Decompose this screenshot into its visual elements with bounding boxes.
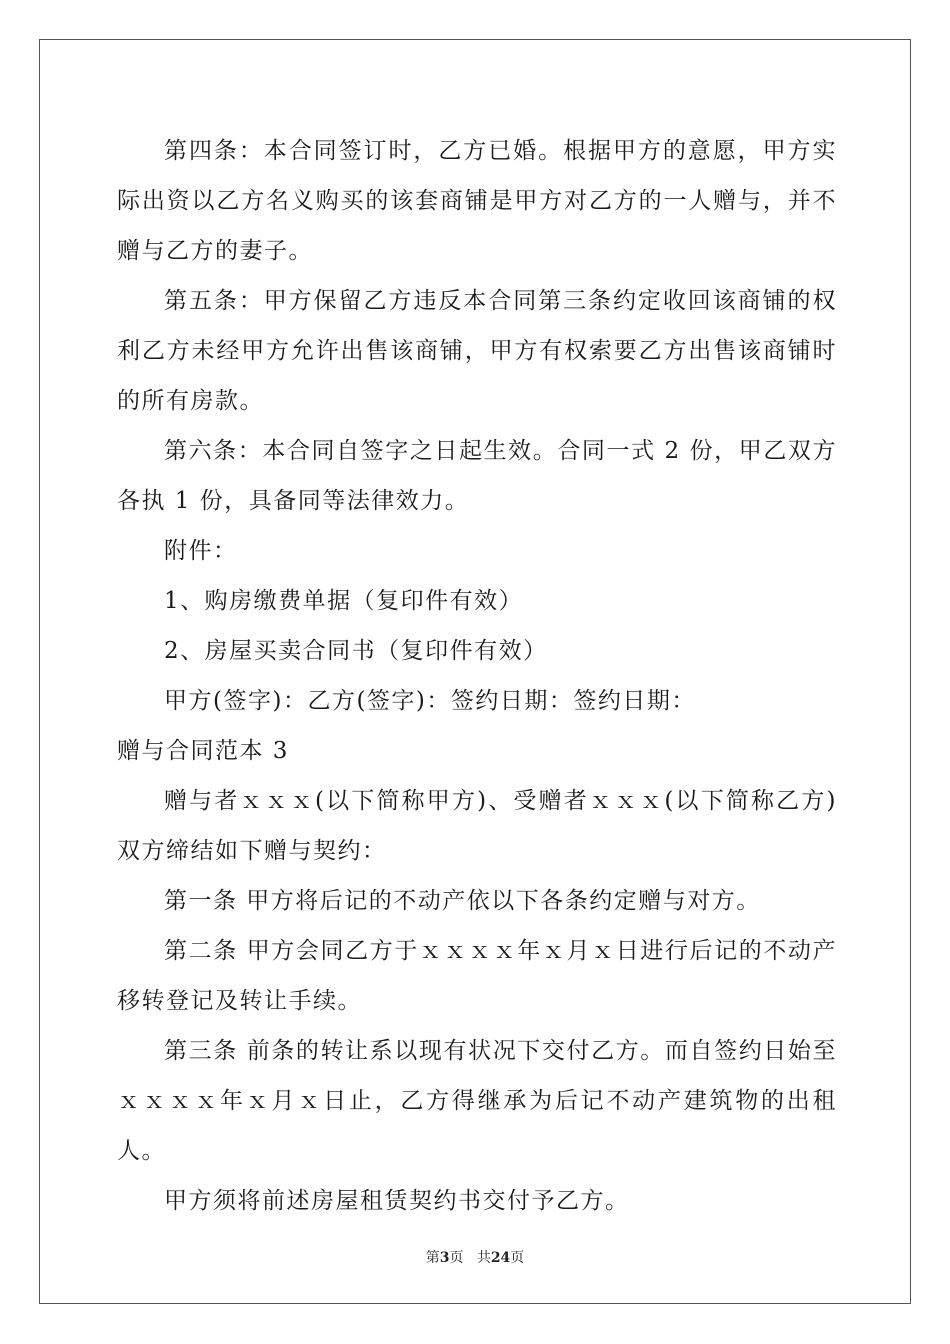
article-3-paragraph: 第三条 前条的转让系以现有状况下交付乙方。而自签约日始至ｘｘｘｘ年ｘ月ｘ日止，乙方得继承为后记不动产建筑物的出租人。 <box>117 1038 837 1164</box>
article-1-paragraph: 第一条 甲方将后记的不动产依以下各条约定赠与对方。 <box>164 888 761 914</box>
section-title: 赠与合同范本 3 <box>117 738 289 764</box>
footer-page-suffix: 页 <box>449 1250 464 1266</box>
attachment-item-1: 1、购房缴费单据（复印件有效） <box>164 588 524 614</box>
total-pages-number: 24 <box>490 1250 511 1266</box>
footer-total-prefix: 共 <box>476 1250 491 1266</box>
parties-paragraph: 赠与者ｘｘｘ(以下简称甲方)、受赠者ｘｘｘ(以下简称乙方)双方缔结如下赠与契约： <box>117 788 837 864</box>
footer-total-suffix: 页 <box>510 1250 525 1266</box>
lease-delivery-paragraph: 甲方须将前述房屋租赁契约书交付予乙方。 <box>164 1188 630 1214</box>
current-page-number: 3 <box>439 1250 450 1266</box>
article-4-paragraph: 第四条：本合同签订时，乙方已婚。根据甲方的意愿，甲方实际出资以乙方名义购买的该套商铺是甲方对乙方的一人赠与，并不赠与乙方的妻子。 <box>117 138 837 264</box>
signature-line: 甲方(签字)：乙方(签字)：签约日期：签约日期： <box>164 688 696 714</box>
article-5-paragraph: 第五条：甲方保留乙方违反本合同第三条约定收回该商铺的权利乙方未经甲方允许出售该商铺，甲方有权索要乙方出售该商铺时的所有房款。 <box>117 288 837 414</box>
attachments-heading: 附件： <box>164 538 238 564</box>
footer-prefix: 第 <box>425 1250 440 1266</box>
page-footer <box>0 1247 950 1267</box>
article-2-paragraph: 第二条 甲方会同乙方于ｘｘｘｘ年ｘ月ｘ日进行后记的不动产移转登记及转让手续。 <box>117 938 837 1014</box>
attachment-item-2: 2、房屋买卖合同书（复印件有效） <box>164 638 548 664</box>
document-body <box>117 126 837 1226</box>
article-6-paragraph: 第六条：本合同自签字之日起生效。合同一式 2 份，甲乙双方各执 1 份，具备同等法律效力。 <box>117 438 837 514</box>
